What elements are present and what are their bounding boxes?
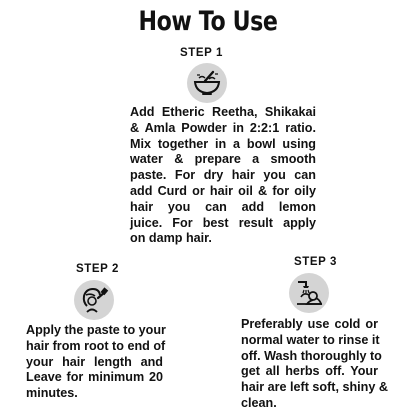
instruction-line: hair you can add lemon bbox=[130, 199, 316, 214]
instruction-line: hair are left soft, shiny & bbox=[241, 380, 388, 395]
instruction-line: off. Wash thoroughly to bbox=[241, 348, 382, 363]
instruction-line: Leave for minimum 20 bbox=[26, 370, 163, 385]
step-2-icon-badge bbox=[74, 280, 114, 320]
instruction-line: Mix together in a bowl using bbox=[130, 136, 316, 151]
instruction-line: juice. For best result apply bbox=[130, 215, 316, 230]
instruction-line: Apply the paste to your bbox=[26, 323, 166, 337]
instruction-line: on damp hair. bbox=[130, 231, 212, 246]
step-1-instructions bbox=[130, 105, 316, 247]
instruction-line: minutes. bbox=[26, 386, 78, 401]
instruction-line: hair from root to end of bbox=[26, 338, 166, 353]
instruction-line: paste. For dry hair you can bbox=[130, 168, 316, 183]
instruction-line: Preferably use cold or bbox=[241, 317, 378, 331]
step-3-instructions bbox=[241, 317, 388, 412]
step-2-label: STEP 2 bbox=[76, 263, 120, 275]
instruction-line: Add Etheric Reetha, Shikakai bbox=[130, 105, 316, 119]
page-title: How To Use bbox=[138, 6, 278, 37]
instruction-line: add Curd or hair oil & for oily bbox=[130, 183, 316, 198]
step-1-label: STEP 1 bbox=[180, 47, 224, 59]
instruction-line: get all herbs off. Your bbox=[241, 364, 378, 379]
instruction-line: water & prepare a smooth bbox=[130, 152, 316, 167]
instruction-line: clean. bbox=[241, 395, 277, 410]
hair-rinse-shower-icon bbox=[293, 277, 325, 309]
instruction-line: your hair length and bbox=[26, 354, 163, 369]
hair-brush-application-icon bbox=[78, 284, 110, 316]
step-3-label: STEP 3 bbox=[294, 256, 338, 268]
step-3-icon-badge bbox=[289, 273, 329, 313]
instruction-line: & Amla Powder in 2:2:1 ratio. bbox=[130, 120, 316, 135]
instruction-line: normal water to rinse it bbox=[241, 332, 380, 347]
step-2-instructions bbox=[26, 323, 166, 402]
mortar-pestle-bowl-icon bbox=[191, 67, 223, 99]
step-1-icon-badge bbox=[187, 63, 227, 103]
